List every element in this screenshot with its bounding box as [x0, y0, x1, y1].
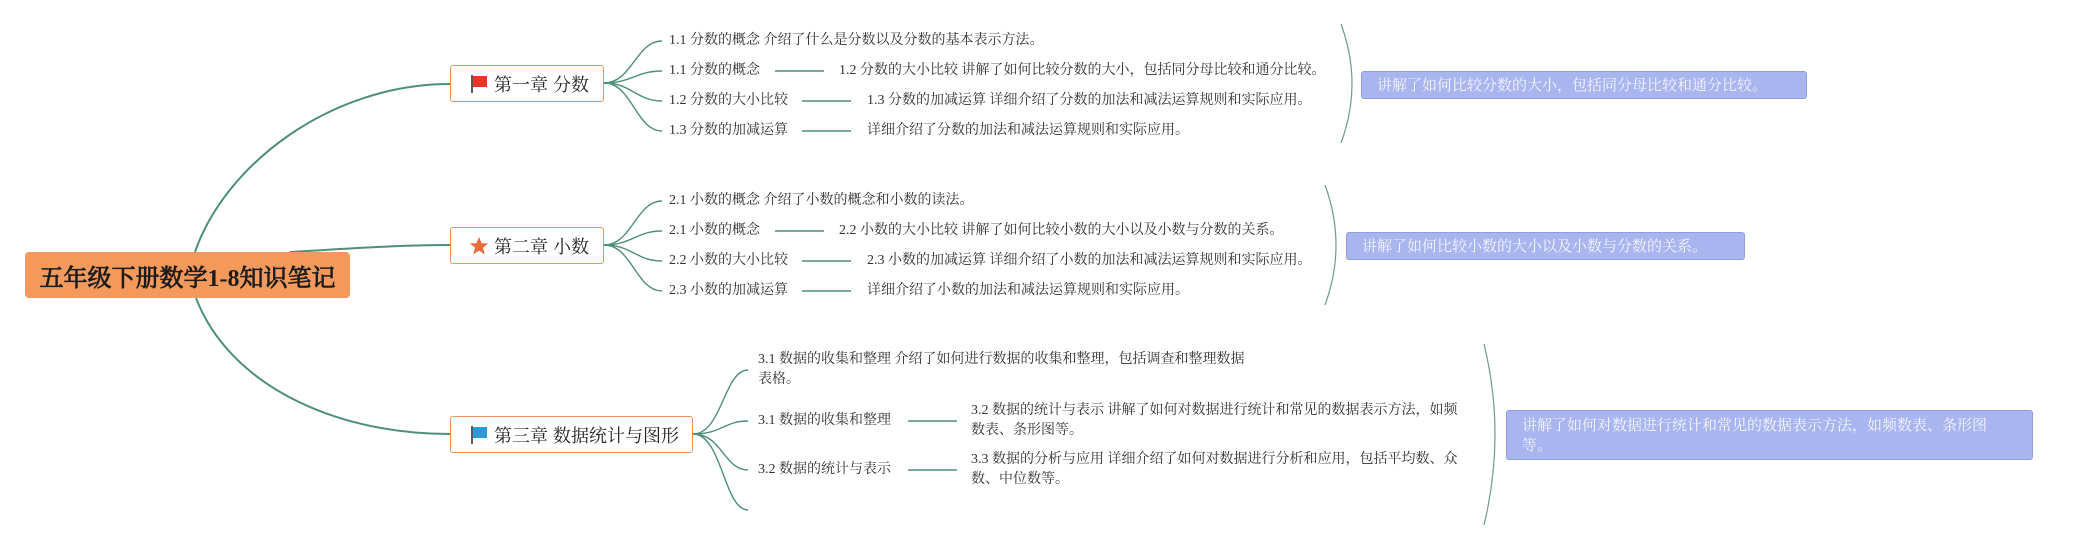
chapter-2-title: 第二章 小数 — [494, 236, 590, 257]
root-topic[interactable] — [25, 252, 350, 298]
topic-2-1[interactable]: 2.1 小数的概念 介绍了小数的概念和小数的读法。 — [669, 193, 974, 208]
subtopic-3-2[interactable]: 3.2 数据的统计与表示 讲解了如何对数据进行统计和常见的数据表示方法，如频 数表、条形图等。 — [971, 403, 1458, 438]
subtopic-2-4[interactable]: 详细介绍了小数的加法和减法运算规则和实际应用。 — [867, 283, 1189, 298]
summary-chapter-1[interactable]: 讲解了如何比较分数的大小，包括同分母比较和通分比较。 — [1361, 71, 1807, 99]
subtopic-1-2[interactable]: 1.2 分数的大小比较 讲解了如何比较分数的大小，包括同分母比较和通分比较。 — [839, 63, 1326, 78]
topic-3-2[interactable]: 3.1 数据的收集和整理 — [758, 413, 891, 428]
subtopic-2-3[interactable]: 2.3 小数的加减运算 详细介绍了小数的加法和减法运算规则和实际应用。 — [867, 253, 1312, 268]
summary-chapter-3[interactable]: 讲解了如何对数据进行统计和常见的数据表示方法，如频数表、条形图 等。 — [1506, 410, 2033, 460]
subtopic-1-4[interactable]: 详细介绍了分数的加法和减法运算规则和实际应用。 — [867, 123, 1189, 138]
chapter-3-title: 第三章 数据统计与图形 — [494, 425, 679, 446]
branch-root-to-chapter-1 — [195, 84, 450, 252]
branch-root-to-chapter-3 — [196, 298, 450, 434]
subtopic-1-3[interactable]: 1.3 分数的加减运算 详细介绍了分数的加法和减法运算规则和实际应用。 — [867, 93, 1312, 108]
topic-1-1[interactable]: 1.1 分数的概念 介绍了什么是分数以及分数的基本表示方法。 — [669, 33, 1044, 48]
topic-2-3[interactable]: 2.2 小数的大小比较 — [669, 253, 788, 268]
blue-flag-icon — [469, 425, 489, 445]
branch-chapter-3-item-1 — [693, 370, 748, 434]
red-flag-icon — [469, 74, 489, 94]
topic-1-2[interactable]: 1.1 分数的概念 — [669, 63, 760, 78]
branch-chapter-1-item-4 — [604, 83, 662, 131]
subtopic-3-3[interactable]: 3.3 数据的分析与应用 详细介绍了如何对数据进行分析和应用，包括平均数、众 数、中位数等。 — [971, 452, 1458, 487]
topic-2-2[interactable]: 2.1 小数的概念 — [669, 223, 760, 238]
subtopic-2-2[interactable]: 2.2 小数的大小比较 讲解了如何比较小数的大小以及小数与分数的关系。 — [839, 223, 1284, 238]
summary-bracket-1 — [1341, 24, 1352, 143]
summary-bracket-2 — [1325, 185, 1336, 305]
star-icon — [469, 236, 489, 256]
chapter-1-topic[interactable] — [450, 65, 604, 102]
chapter-1-title: 第一章 分数 — [494, 74, 590, 95]
topic-3-3[interactable]: 3.2 数据的统计与表示 — [758, 462, 891, 477]
chapter-3-topic[interactable] — [450, 416, 693, 453]
branch-root-to-chapter-2 — [290, 245, 450, 252]
branch-chapter-3-empty — [693, 434, 748, 510]
root-title: 五年级下册数学1-8知识笔记 — [39, 265, 336, 292]
topic-1-3[interactable]: 1.2 分数的大小比较 — [669, 93, 788, 108]
summary-chapter-2[interactable]: 讲解了如何比较小数的大小以及小数与分数的关系。 — [1346, 232, 1745, 260]
topic-3-1[interactable]: 3.1 数据的收集和整理 介绍了如何进行数据的收集和整理，包括调查和整理数据 表格。 — [758, 352, 1245, 387]
chapter-2-topic[interactable] — [450, 227, 604, 264]
branch-chapter-3-item-3 — [693, 434, 748, 470]
topic-2-4[interactable]: 2.3 小数的加减运算 — [669, 283, 788, 298]
topic-1-4[interactable]: 1.3 分数的加减运算 — [669, 123, 788, 138]
summary-bracket-3 — [1484, 344, 1495, 525]
branch-chapter-1-item-3 — [604, 83, 662, 101]
